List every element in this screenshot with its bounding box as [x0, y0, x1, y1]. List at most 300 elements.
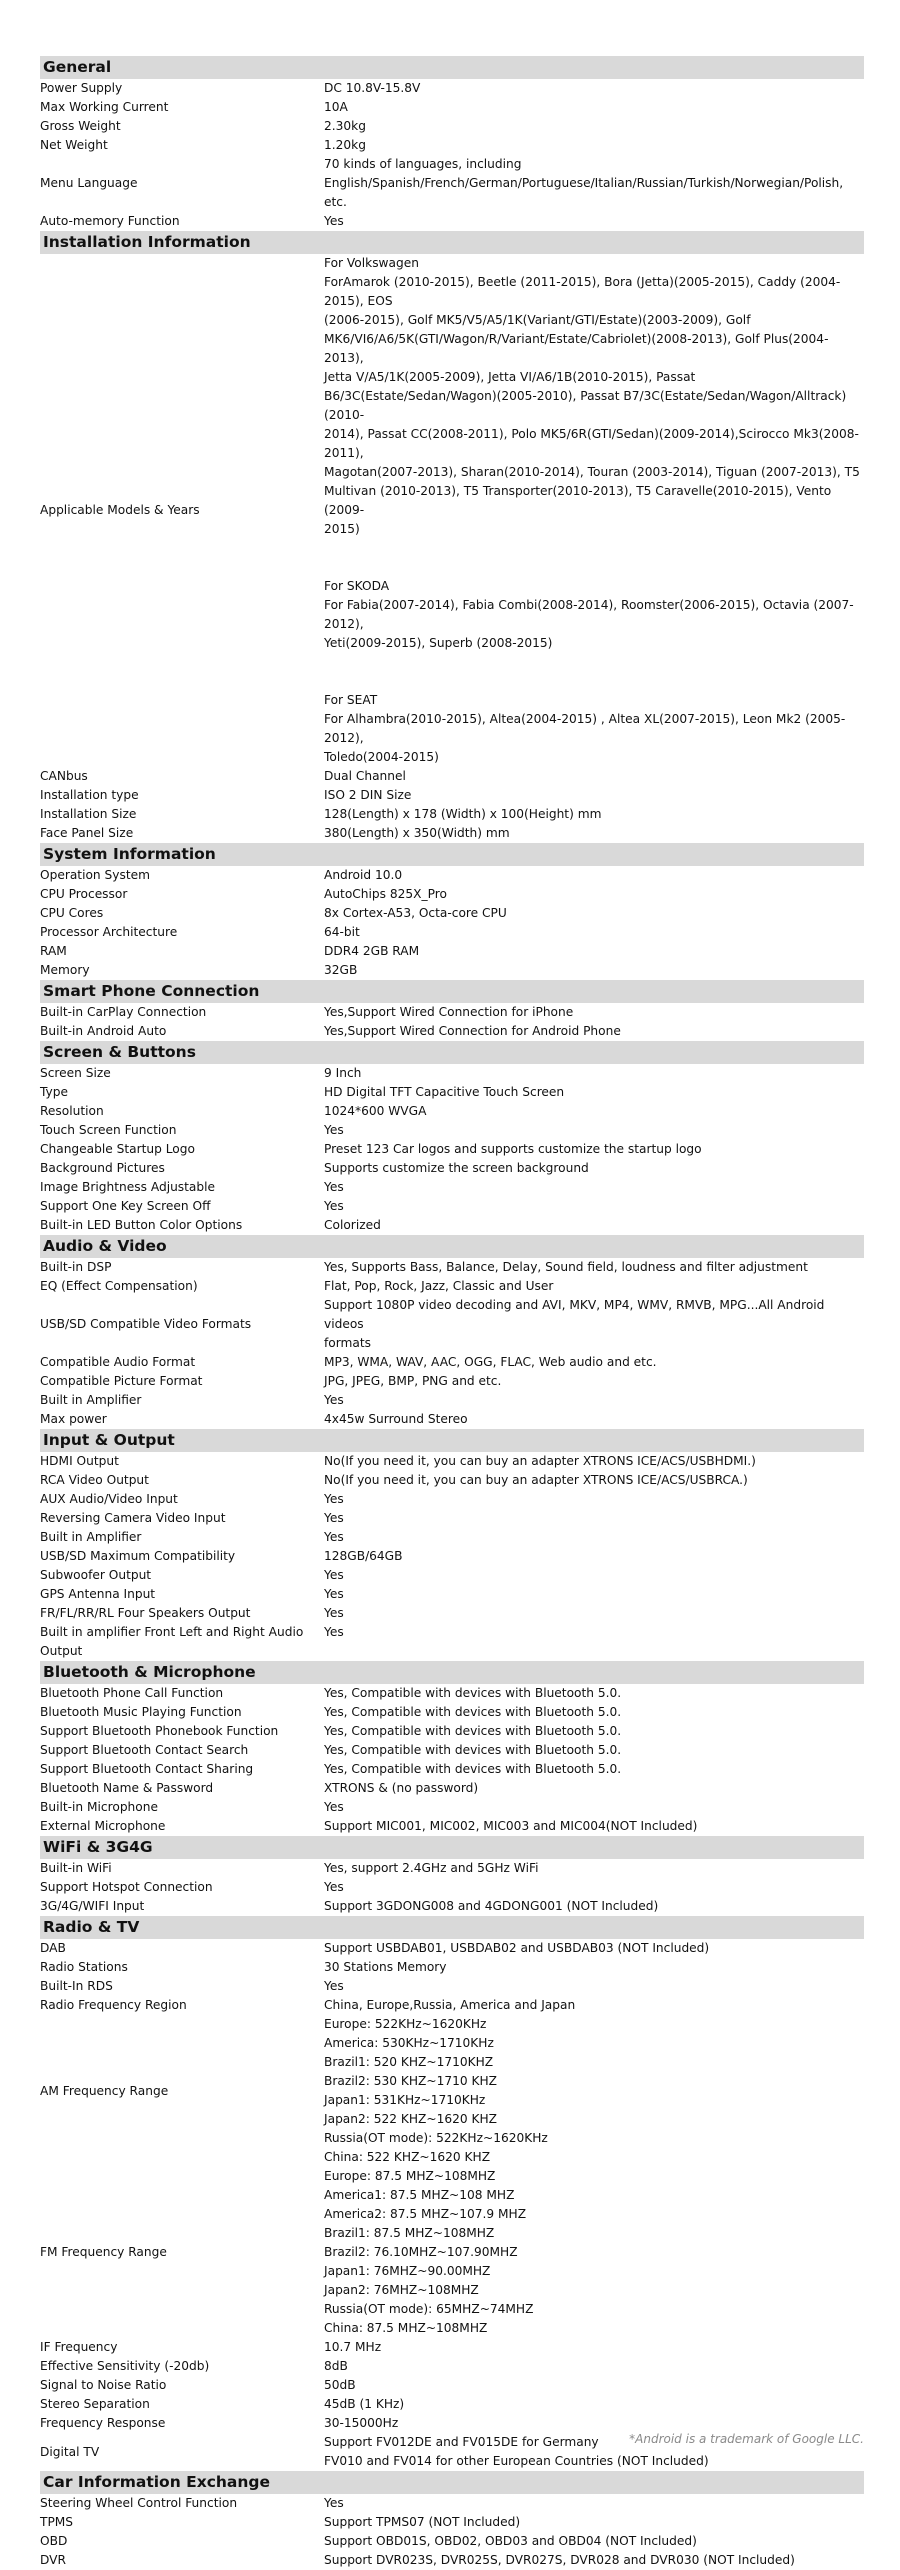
spec-label-text: USB/SD Maximum Compatibility — [40, 1549, 236, 1563]
spec-row — [40, 1741, 864, 1760]
spec-label-text: DVR — [40, 2553, 66, 2567]
spec-row — [40, 2395, 864, 2414]
spec-row — [40, 1490, 864, 1509]
spec-value: Yes, support 2.4GHz and 5GHz WiFi — [324, 1861, 539, 1875]
spec-label-text: Built-In RDS — [40, 1979, 113, 1993]
spec-value: Support DVR023S, DVR025S, DVR027S, DVR028 and DVR030 (NOT Included) — [324, 2553, 795, 2567]
spec-row — [40, 1939, 864, 1958]
spec-table — [40, 56, 864, 2570]
spec-row — [40, 2357, 864, 2376]
spec-value: Yes — [324, 1511, 344, 1525]
spec-label — [40, 1391, 324, 1410]
spec-row — [40, 2551, 864, 2570]
spec-row — [40, 1585, 864, 1604]
spec-label — [40, 2395, 324, 2414]
spec-row — [40, 1798, 864, 1817]
spec-value: 70 kinds of languages, including English/Spanish/French/German/Portuguese/Italian/Russian/Turkish/Norwegian/Polish, etc. — [324, 157, 844, 209]
spec-value: For Volkswagen ForAmarok (2010-2015), Beetle (2011-2015), Bora (Jetta)(2005-2015), Caddy (2004-2015), EOS (2006-2015), Golf MK5/V5/A5/1K(Variant/GTI/Estate)(2003-2009), Golf MK6/VI6/A6/5K(GTI/Wagon/R/Variant/Estate/Cabriolet)(2008-2013), Golf Plus(2004-2013), Jetta V/A5/1K(2005-2009), Jetta VI/A6/1B(2010-2015), Passat B6/3C(Estate/Sedan/Wagon)(2005-2010), Passat B7/3C(Estate/Sedan/Wagon/Alltrack)(2010- 2014), Passat CC(2008-2011), Polo MK5/6R(GTI/Sedan)(2009-2014),Scirocco Mk3(2008-2011), Magotan(2007-2013), Sharan(2010-2014), Touran (2003-2014), Tiguan (2007-2013), T5 Multivan (2010-2013), T5 Transporter(2010-2013), T5 Caravelle(2010-2015), Vento (2009- 2015) For SKODA For Fabia(2007-2014), Fabia Combi(2008-2014), Roomster(2006-2015), Octavia (2007-2012), Yeti(2009-2015), Superb (2008-2015) For SEAT For Alhambra(2010-2015), Altea(2004-2015) , Altea XL(2007-2015), Leon Mk2 (2005-2012), Toledo(2004-2015) — [324, 256, 860, 764]
spec-row — [40, 805, 864, 824]
spec-label-text: Built-in CarPlay Connection — [40, 1005, 207, 1019]
spec-row — [40, 1102, 864, 1121]
spec-label — [40, 885, 324, 904]
spec-label — [40, 805, 324, 824]
spec-label-text: Reversing Camera Video Input — [40, 1511, 226, 1525]
spec-row — [40, 1197, 864, 1216]
spec-value: Yes, Compatible with devices with Bluetooth 5.0. — [324, 1724, 622, 1738]
spec-value: MP3, WMA, WAV, AAC, OGG, FLAC, Web audio and etc. — [324, 1355, 657, 1369]
spec-label — [40, 923, 324, 942]
spec-label — [40, 1216, 324, 1235]
spec-row — [40, 904, 864, 923]
section-heading: General — [40, 56, 864, 79]
spec-value: 4x45w Surround Stereo — [324, 1412, 468, 1426]
spec-label-text: CPU Processor — [40, 887, 128, 901]
spec-label-text: OBD — [40, 2534, 68, 2548]
spec-label — [40, 786, 324, 805]
spec-row — [40, 1353, 864, 1372]
spec-row — [40, 1684, 864, 1703]
spec-label-text: Subwoofer Output — [40, 1568, 152, 1582]
spec-label-text: Power Supply — [40, 81, 123, 95]
spec-value: Yes — [324, 1979, 344, 1993]
spec-label-text: Face Panel Size — [40, 826, 134, 840]
spec-label-text: Digital TV — [40, 2444, 100, 2459]
spec-label — [40, 1817, 324, 1836]
section-heading: Audio & Video — [40, 1235, 864, 1258]
spec-label-text: AUX Audio/Video Input — [40, 1492, 178, 1506]
spec-value: 1.20kg — [324, 138, 366, 152]
spec-row — [40, 254, 864, 767]
spec-label-text: Applicable Models & Years — [40, 503, 200, 517]
spec-value: 128(Length) x 178 (Width) x 100(Height) mm — [324, 807, 602, 821]
spec-label-text: Net Weight — [40, 138, 108, 152]
spec-row — [40, 2338, 864, 2357]
spec-label-text: Bluetooth Phone Call Function — [40, 1686, 224, 1700]
spec-label — [40, 961, 324, 980]
spec-row — [40, 1159, 864, 1178]
spec-section — [40, 2471, 864, 2570]
spec-label-text: Type — [40, 1085, 68, 1099]
section-heading: Car Information Exchange — [40, 2471, 864, 2494]
spec-label — [40, 1022, 324, 1041]
spec-value: Android 10.0 — [324, 868, 403, 882]
spec-label — [40, 136, 324, 155]
spec-row — [40, 1958, 864, 1977]
section-heading: Input & Output — [40, 1429, 864, 1452]
spec-section — [40, 1235, 864, 1429]
spec-label — [40, 1604, 324, 1623]
spec-label-text: USB/SD Compatible Video Formats — [40, 1317, 252, 1331]
spec-label-text: EQ (Effect Compensation) — [40, 1279, 198, 1293]
spec-label — [40, 1102, 324, 1121]
spec-section — [40, 1916, 864, 2471]
spec-value: 8x Cortex-A53, Octa-core CPU — [324, 906, 507, 920]
spec-row — [40, 1566, 864, 1585]
section-heading: WiFi & 3G4G — [40, 1836, 864, 1859]
spec-label — [40, 1509, 324, 1528]
spec-value: ISO 2 DIN Size — [324, 788, 412, 802]
spec-row — [40, 1859, 864, 1878]
spec-label — [40, 1958, 324, 1977]
spec-value: 50dB — [324, 2378, 356, 2392]
spec-label — [40, 2414, 324, 2433]
spec-value: 30-15000Hz — [324, 2416, 399, 2430]
spec-value: Yes — [324, 1199, 344, 1213]
spec-label — [40, 254, 324, 767]
spec-label-text: Built-in LED Button Color Options — [40, 1218, 243, 1232]
spec-label — [40, 1121, 324, 1140]
spec-label — [40, 1939, 324, 1958]
spec-value: Yes,Support Wired Connection for iPhone — [324, 1005, 574, 1019]
spec-label-text: Built-in Microphone — [40, 1800, 158, 1814]
spec-section — [40, 843, 864, 980]
spec-label-text: HDMI Output — [40, 1454, 119, 1468]
spec-section — [40, 231, 864, 843]
spec-row — [40, 1258, 864, 1277]
spec-row — [40, 1064, 864, 1083]
spec-label-text: CANbus — [40, 769, 88, 783]
spec-label-text: Built in Amplifier — [40, 1393, 142, 1407]
spec-label-text: Installation Size — [40, 807, 137, 821]
spec-value: XTRONS & (no password) — [324, 1781, 479, 1795]
spec-row — [40, 1471, 864, 1490]
spec-label — [40, 1452, 324, 1471]
spec-label — [40, 1258, 324, 1277]
spec-value: DC 10.8V-15.8V — [324, 81, 421, 95]
spec-label — [40, 1410, 324, 1429]
spec-value: Yes — [324, 2496, 344, 2510]
spec-label — [40, 155, 324, 212]
spec-label-text: External Microphone — [40, 1819, 166, 1833]
spec-row — [40, 1996, 864, 2015]
spec-label — [40, 1585, 324, 1604]
spec-row — [40, 1178, 864, 1197]
spec-row — [40, 155, 864, 212]
spec-value: 380(Length) x 350(Width) mm — [324, 826, 510, 840]
spec-section — [40, 1836, 864, 1916]
spec-row — [40, 1022, 864, 1041]
spec-section — [40, 980, 864, 1041]
spec-section — [40, 1661, 864, 1836]
spec-row — [40, 1623, 864, 1661]
spec-value: 45dB (1 KHz) — [324, 2397, 405, 2411]
spec-label — [40, 2433, 324, 2471]
spec-label-text: Memory — [40, 963, 90, 977]
spec-label-text: Stereo Separation — [40, 2397, 150, 2411]
spec-value: Yes, Compatible with devices with Bluetooth 5.0. — [324, 1686, 622, 1700]
spec-label-text: Resolution — [40, 1104, 104, 1118]
spec-label-text: Built-in Android Auto — [40, 1024, 167, 1038]
spec-label-text: Effective Sensitivity (-20db) — [40, 2359, 210, 2373]
spec-row — [40, 2015, 864, 2167]
spec-label-text: Support Bluetooth Contact Sharing — [40, 1762, 254, 1776]
spec-value: Dual Channel — [324, 769, 406, 783]
spec-label — [40, 79, 324, 98]
spec-value: Yes — [324, 1123, 344, 1137]
spec-label-text: CPU Cores — [40, 906, 104, 920]
spec-label — [40, 942, 324, 961]
spec-label — [40, 1277, 324, 1296]
spec-value: Yes — [324, 1606, 344, 1620]
spec-row — [40, 2414, 864, 2433]
spec-label-text: AM Frequency Range — [40, 2083, 169, 2098]
spec-row — [40, 824, 864, 843]
spec-label — [40, 1798, 324, 1817]
spec-value: 9 Inch — [324, 1066, 362, 1080]
spec-row — [40, 1372, 864, 1391]
spec-value: AutoChips 825X_Pro — [324, 887, 447, 901]
spec-value: Yes, Compatible with devices with Bluetooth 5.0. — [324, 1762, 622, 1776]
spec-row — [40, 1410, 864, 1429]
spec-row — [40, 1121, 864, 1140]
spec-value: JPG, JPEG, BMP, PNG and etc. — [324, 1374, 502, 1388]
spec-label-text: TPMS — [40, 2515, 74, 2529]
section-heading: Smart Phone Connection — [40, 980, 864, 1003]
spec-label-text: Bluetooth Name & Password — [40, 1781, 214, 1795]
spec-row — [40, 885, 864, 904]
spec-label-text: Built-in WiFi — [40, 1861, 112, 1875]
spec-value: Support USBDAB01, USBDAB02 and USBDAB03 (NOT Included) — [324, 1941, 710, 1955]
spec-value: Europe: 87.5 MHZ~108MHZ America1: 87.5 MHZ~108 MHZ America2: 87.5 MHZ~107.9 MHZ Brazil1: 87.5 MHZ~108MHZ Brazil2: 76.10MHZ~107.90MHZ Japan1: 76MHZ~90.00MHZ Japan2: 76MHZ~108MHZ Russia(OT mode): 65MHZ~74MHZ China: 87.5 MHZ~108MHZ — [324, 2169, 534, 2335]
spec-value: Colorized — [324, 1218, 381, 1232]
spec-label — [40, 1878, 324, 1897]
spec-label — [40, 1490, 324, 1509]
spec-value: 128GB/64GB — [324, 1549, 403, 1563]
spec-label-text: Menu Language — [40, 176, 138, 190]
spec-label — [40, 904, 324, 923]
spec-label-text: Radio Stations — [40, 1960, 128, 1974]
spec-row — [40, 786, 864, 805]
spec-label-text: Built in Amplifier — [40, 1530, 142, 1544]
spec-label — [40, 117, 324, 136]
spec-value: DDR4 2GB RAM — [324, 944, 420, 958]
spec-label — [40, 1140, 324, 1159]
spec-value: Support 1080P video decoding and AVI, MKV, MP4, WMV, RMVB, MPG...All Android videos formats — [324, 1298, 825, 1350]
spec-row — [40, 1452, 864, 1471]
spec-value: Support MIC001, MIC002, MIC003 and MIC004(NOT Included) — [324, 1819, 698, 1833]
spec-value: Yes — [324, 214, 344, 228]
spec-value: Yes — [324, 1587, 344, 1601]
spec-label — [40, 2167, 324, 2338]
spec-row — [40, 1003, 864, 1022]
spec-label-text: DAB — [40, 1941, 66, 1955]
spec-value: Supports customize the screen background — [324, 1161, 589, 1175]
spec-row — [40, 1528, 864, 1547]
spec-label-text: Steering Wheel Control Function — [40, 2496, 238, 2510]
spec-row — [40, 942, 864, 961]
spec-label-text: Built-in DSP — [40, 1260, 112, 1274]
spec-label — [40, 1353, 324, 1372]
spec-row — [40, 1083, 864, 1102]
spec-label-text: Gross Weight — [40, 119, 121, 133]
spec-label — [40, 1623, 324, 1661]
spec-label-text: Max Working Current — [40, 100, 169, 114]
spec-label — [40, 1741, 324, 1760]
spec-label — [40, 1760, 324, 1779]
spec-value: Yes — [324, 1800, 344, 1814]
spec-row — [40, 2167, 864, 2338]
spec-row — [40, 923, 864, 942]
spec-row — [40, 1760, 864, 1779]
spec-label — [40, 1083, 324, 1102]
spec-section — [40, 1429, 864, 1661]
spec-label — [40, 2532, 324, 2551]
section-heading: Screen & Buttons — [40, 1041, 864, 1064]
spec-label — [40, 1566, 324, 1585]
spec-label-text: Support Hotspot Connection — [40, 1880, 213, 1894]
spec-row — [40, 2494, 864, 2513]
spec-row — [40, 2532, 864, 2551]
spec-value: No(If you need it, you can buy an adapter XTRONS ICE/ACS/USBHDMI.) — [324, 1454, 756, 1468]
spec-label — [40, 1684, 324, 1703]
spec-label-text: Changeable Startup Logo — [40, 1142, 195, 1156]
spec-label — [40, 2015, 324, 2167]
spec-label — [40, 1703, 324, 1722]
spec-label-text: Support Bluetooth Phonebook Function — [40, 1724, 279, 1738]
spec-label — [40, 1779, 324, 1798]
spec-row — [40, 866, 864, 885]
spec-value: Yes, Compatible with devices with Bluetooth 5.0. — [324, 1705, 622, 1719]
spec-label — [40, 1859, 324, 1878]
spec-value: 10A — [324, 100, 348, 114]
spec-value: No(If you need it, you can buy an adapter XTRONS ICE/ACS/USBRCA.) — [324, 1473, 748, 1487]
spec-label — [40, 1372, 324, 1391]
spec-row — [40, 767, 864, 786]
spec-value: 32GB — [324, 963, 358, 977]
section-heading: Installation Information — [40, 231, 864, 254]
spec-label — [40, 1159, 324, 1178]
spec-label — [40, 1996, 324, 2015]
spec-section — [40, 1041, 864, 1235]
spec-section — [40, 56, 864, 231]
spec-row — [40, 1897, 864, 1916]
spec-row — [40, 1296, 864, 1353]
spec-value: Yes — [324, 1880, 344, 1894]
spec-row — [40, 1140, 864, 1159]
section-heading: Radio & TV — [40, 1916, 864, 1939]
spec-value: Yes — [324, 1530, 344, 1544]
spec-row — [40, 136, 864, 155]
spec-label-text: Support Bluetooth Contact Search — [40, 1743, 249, 1757]
spec-row — [40, 1509, 864, 1528]
spec-label-text: Image Brightness Adjustable — [40, 1180, 216, 1194]
spec-label — [40, 1977, 324, 1996]
spec-value: Europe: 522KHz~1620KHz America: 530KHz~1710KHz Brazil1: 520 KHZ~1710KHZ Brazil2: 530 KHZ~1710 KHZ Japan1: 531KHz~1710KHz Japan2: 522 KHZ~1620 KHZ Russia(OT mode): 522KHz~1620KHz China: 522 KHZ~1620 KHZ — [324, 2017, 548, 2164]
spec-row — [40, 1604, 864, 1623]
spec-row — [40, 98, 864, 117]
spec-value: 1024*600 WVGA — [324, 1104, 427, 1118]
spec-label-text: Frequency Response — [40, 2416, 166, 2430]
spec-label-text: Touch Screen Function — [40, 1123, 177, 1137]
spec-value: Yes,Support Wired Connection for Android Phone — [324, 1024, 621, 1038]
spec-value: Support OBD01S, OBD02, OBD03 and OBD04 (NOT Included) — [324, 2534, 697, 2548]
spec-value: Yes — [324, 1180, 344, 1194]
spec-row — [40, 2513, 864, 2532]
spec-label — [40, 2376, 324, 2395]
spec-value: Yes — [324, 1568, 344, 1582]
spec-value: Support 3GDONG008 and 4GDONG001 (NOT Included) — [324, 1899, 659, 1913]
spec-row — [40, 1817, 864, 1836]
spec-value: 30 Stations Memory — [324, 1960, 447, 1974]
spec-label-text: Built in amplifier Front Left and Right Audio Output — [40, 1625, 304, 1658]
spec-value: Flat, Pop, Rock, Jazz, Classic and User — [324, 1279, 554, 1293]
spec-label — [40, 2338, 324, 2357]
spec-label-text: Operation System — [40, 868, 150, 882]
spec-row — [40, 1703, 864, 1722]
section-heading: Bluetooth & Microphone — [40, 1661, 864, 1684]
spec-row — [40, 1779, 864, 1798]
spec-row — [40, 1277, 864, 1296]
trademark-footnote: *Android is a trademark of Google LLC. — [629, 2432, 864, 2446]
spec-row — [40, 1722, 864, 1741]
spec-label — [40, 2494, 324, 2513]
spec-label-text: 3G/4G/WIFI Input — [40, 1899, 145, 1913]
spec-label-text: Bluetooth Music Playing Function — [40, 1705, 242, 1719]
spec-label-text: Max power — [40, 1412, 107, 1426]
spec-label-text: IF Frequency — [40, 2340, 118, 2354]
spec-label-text: FM Frequency Range — [40, 2245, 167, 2259]
spec-value: Yes — [324, 1393, 344, 1407]
spec-label-text: RAM — [40, 944, 67, 958]
spec-value: 2.30kg — [324, 119, 366, 133]
spec-label — [40, 1897, 324, 1916]
spec-value: China, Europe,Russia, America and Japan — [324, 1998, 576, 2012]
spec-value: 64-bit — [324, 925, 360, 939]
spec-label-text: Auto-memory Function — [40, 214, 180, 228]
spec-label-text: Compatible Audio Format — [40, 1355, 196, 1369]
spec-label-text: Installation type — [40, 788, 139, 802]
spec-row — [40, 117, 864, 136]
spec-label — [40, 1528, 324, 1547]
spec-label-text: Screen Size — [40, 1066, 111, 1080]
spec-label — [40, 866, 324, 885]
spec-label-text: Support One Key Screen Off — [40, 1199, 211, 1213]
spec-label-text: Radio Frequency Region — [40, 1998, 187, 2012]
spec-label — [40, 2357, 324, 2376]
spec-row — [40, 1977, 864, 1996]
spec-row — [40, 961, 864, 980]
spec-row — [40, 212, 864, 231]
spec-label-text: Processor Architecture — [40, 925, 178, 939]
spec-value: 10.7 MHz — [324, 2340, 382, 2354]
section-heading: System Information — [40, 843, 864, 866]
spec-label — [40, 1722, 324, 1741]
spec-row — [40, 1878, 864, 1897]
spec-label — [40, 824, 324, 843]
spec-label — [40, 1064, 324, 1083]
spec-value: Support FV012DE and FV015DE for Germany FV010 and FV014 for other European Countries (NOT Included) — [324, 2435, 709, 2468]
spec-label-text: Background Pictures — [40, 1161, 165, 1175]
spec-label — [40, 98, 324, 117]
spec-label — [40, 1296, 324, 1353]
spec-label-text: GPS Antenna Input — [40, 1587, 156, 1601]
spec-label — [40, 2513, 324, 2532]
spec-label — [40, 1547, 324, 1566]
spec-label-text: Signal to Noise Ratio — [40, 2378, 167, 2392]
spec-row — [40, 1216, 864, 1235]
spec-value: Preset 123 Car logos and supports customize the startup logo — [324, 1142, 702, 1156]
spec-row — [40, 1547, 864, 1566]
spec-value: Yes, Supports Bass, Balance, Delay, Sound field, loudness and filter adjustment — [324, 1260, 808, 1274]
spec-label — [40, 2551, 324, 2570]
spec-label — [40, 1178, 324, 1197]
spec-label-text: Compatible Picture Format — [40, 1374, 203, 1388]
spec-label — [40, 767, 324, 786]
spec-row — [40, 79, 864, 98]
spec-value: Yes, Compatible with devices with Bluetooth 5.0. — [324, 1743, 622, 1757]
spec-value: Yes — [324, 1492, 344, 1506]
spec-value: Yes — [324, 1625, 344, 1639]
